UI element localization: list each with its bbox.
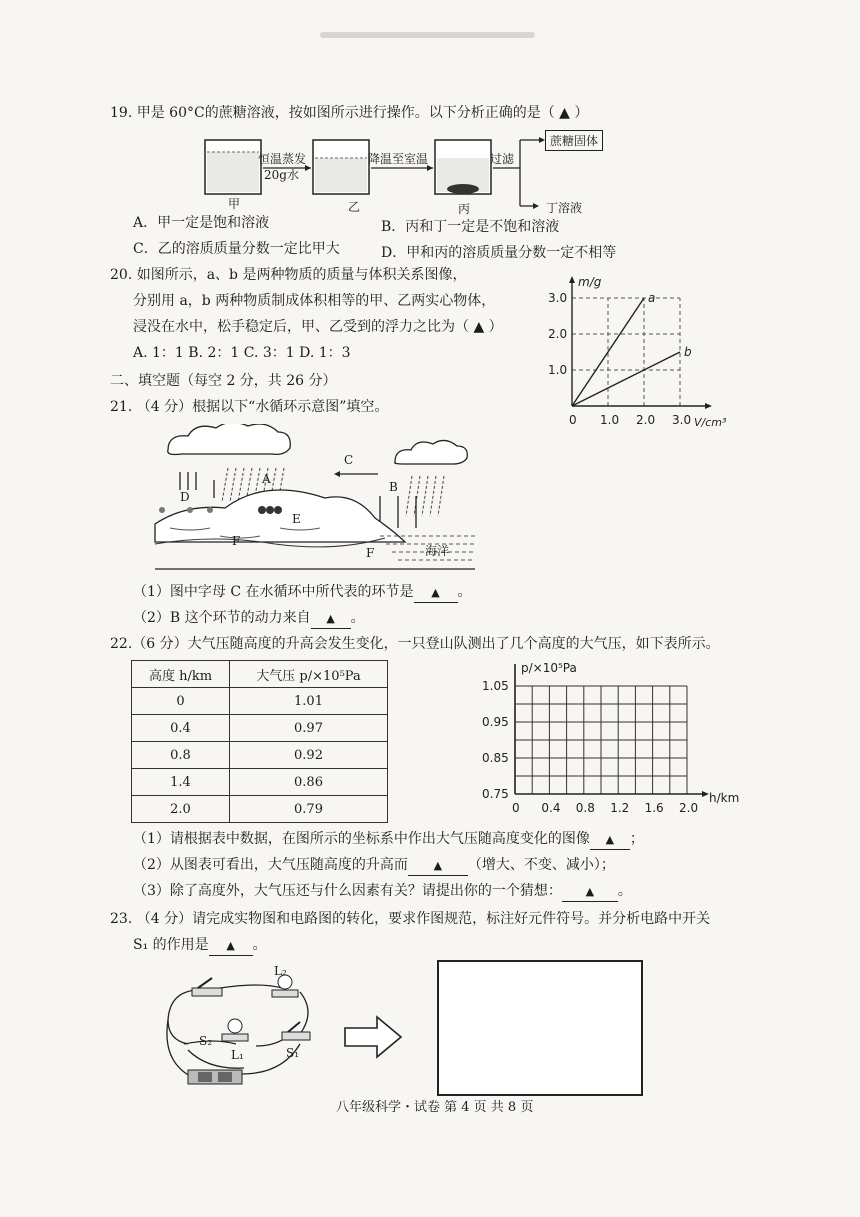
q19-stem: 19. 甲是 60°C的蔗糖溶液，按如图所示进行操作。以下分析正确的是（ ▲ ） [110,105,589,121]
y-tick-label: 1.0 [548,363,568,377]
table-cell: 1.4 [132,769,230,796]
q21-sub2 [133,609,365,629]
q19-step1-label: 恒温蒸发 [258,152,307,166]
series-label-a: a [648,291,656,305]
grid-y-tick-label: 0.75 [482,787,509,801]
q23-stem-end: 。 [252,937,267,953]
q22-sub3-blank [562,882,618,902]
y-axis-arrow [569,276,575,283]
q19-beaker1-label: 甲 [228,197,241,211]
q21-ocean-label: 海洋 [425,544,450,558]
q19-step1b-label: 20g水 [264,168,299,182]
table-cell: 0.4 [132,715,230,742]
page-footer: 八年级科学・试卷 第 4 页 共 8 页 [336,1100,534,1115]
q23-blank-mark: ▲ [226,939,235,952]
q22-sub1-blank [590,830,630,850]
q22-sub3-end: 。 [617,883,632,899]
x-axis-arrow [705,403,712,409]
q23-label-l1: L₁ [231,1048,244,1062]
q21-label-e: E [292,512,301,526]
grid-y-axis-label: p/×10⁵Pa [521,661,577,675]
q23-label-s1: S₁ [286,1046,300,1060]
q23-answer-box[interactable] [437,960,643,1096]
q22-sub1-blank-mark: ▲ [605,833,615,846]
table-cell: 0 [132,688,230,715]
q21-sub1-blank [414,583,458,603]
q20-stem-line2: 分别用 a，b 两种物质制成体积相等的甲、乙两实心物体， [133,293,496,309]
table-cell: 0.86 [230,769,388,796]
q19-option-a: A．甲一定是饱和溶液 [133,215,270,231]
series-label-b: b [684,345,692,359]
grid-x-tick-label: 2.0 [679,801,699,815]
x-tick-label: 2.0 [636,413,656,427]
q21-stem: 21. （4 分）根据以下“水循环示意图”填空。 [110,399,389,415]
q21-sub1-blank-mark: ▲ [431,586,440,599]
table-header-height: 高度 h/km [132,661,230,688]
grid-y-tick-label: 1.05 [482,679,509,693]
q22-sub3-text: （3）除了高度外，大气压还与什么因素有关？请提出你的一个猜想： [133,883,562,899]
q22-sub2-tail: （增大、不变、减小）； [467,857,615,873]
q21-label-b: B [389,480,398,494]
y-axis-label: m/g [578,275,602,289]
q22-empty-grid [470,654,750,824]
q21-label-f1: F [232,534,241,548]
q22-sub2-text: （2）从图表可看出，大气压随高度的升高而 [133,857,408,873]
q19-option-b: B．丙和丁一定是不饱和溶液 [381,219,560,235]
grid-x-tick-label: 0.8 [575,801,595,815]
q23-blank [209,936,253,956]
q23-stem-line2 [133,936,267,956]
table-row [132,688,388,715]
q22-sub1 [133,830,644,850]
x-tick-label: 3.0 [672,413,692,427]
grid-x-tick-label: 0 [512,801,520,815]
q23-stem-line1: 23. （4 分）请完成实物图和电路图的转化，要求作图规范，标注好元件符号。并分析电路中开关 [110,911,711,927]
table-cell: 0.8 [132,742,230,769]
q21-sub2-text: （2）B 这个环节的动力来自 [133,610,311,626]
q19-beaker3-label: 丙 [458,202,471,216]
q19-beaker2-label: 乙 [348,200,361,214]
table-cell: 0.92 [230,742,388,769]
table-row [132,769,388,796]
table-row [132,796,388,823]
table-header-pressure: 大气压 p/×10⁵Pa [230,661,388,688]
x-tick-label: 0 [569,413,577,427]
grid-y-tick-label: 0.95 [482,715,509,729]
q21-sub2-end: 。 [350,610,365,626]
q22-stem: 22.（6 分）大气压随高度的升高会发生变化，一只登山队测出了几个高度的大气压，如下表所示。 [110,636,720,652]
x-tick-label: 1.0 [600,413,620,427]
grid-x-tick-label: 1.2 [610,801,630,815]
q19-step2-label: 降温至室温 [368,152,429,166]
q21-sub1-end: 。 [457,584,472,600]
q23-physical-circuit [160,966,330,1096]
q21-label-d: D [180,490,190,504]
table-row [132,715,388,742]
table-cell: 1.01 [230,688,388,715]
q20-mass-volume-chart [540,272,740,442]
q21-label-f2: F [366,546,375,560]
series-line-b [572,352,680,406]
grid-x-axis-arrow [702,791,709,797]
q23-stem-line2-text: S₁ 的作用是 [133,937,209,953]
x-axis-label: V/cm³ [694,416,727,429]
q23-conversion-arrow [343,1014,405,1060]
q21-sub2-blank-mark: ▲ [326,612,335,625]
grid-y-tick-label: 0.85 [482,751,509,765]
q23-label-s2: S₂ [199,1034,213,1048]
q22-sub1-text: （1）请根据表中数据，在图所示的坐标系中作出大气压随高度变化的图像 [133,831,590,847]
q21-sub1-text: （1）图中字母 C 在水循环中所代表的环节是 [133,584,414,600]
q23-label-l2: L₂ [274,964,287,978]
table-cell: 2.0 [132,796,230,823]
q19-option-d: D．甲和丙的溶质质量分数一定不相等 [381,245,617,261]
q19-solid-box: 蔗糖固体 [545,130,603,151]
q21-label-a: A [262,472,271,486]
grid-x-tick-label: 0.4 [541,801,561,815]
table-row [132,742,388,769]
q20-options: A. 1：1 B. 2：1 C. 3：1 D. 1：3 [133,345,351,361]
header-smudge [320,32,535,38]
q22-sub2-blank-mark: ▲ [433,859,443,872]
grid-x-tick-label: 1.6 [644,801,664,815]
table-row [132,661,388,688]
q20-stem-line3: 浸没在水中，松手稳定后，甲、乙受到的浮力之比为（ ▲ ） [133,319,503,335]
q22-sub2 [133,856,615,876]
q19-option-c: C．乙的溶质质量分数一定比甲大 [133,241,340,257]
y-tick-label: 3.0 [548,291,568,305]
q21-sub1 [133,583,472,603]
q22-pressure-table [131,660,388,823]
q19-step3-label: 过滤 [490,152,515,166]
q21-label-c: C [344,453,354,467]
section2-title: 二、填空题（每空 2 分，共 26 分） [110,373,337,389]
y-tick-label: 2.0 [548,327,568,341]
q20-stem-line1: 20. 如图所示，a、b 是两种物质的质量与体积关系图像， [110,267,467,283]
q22-sub2-blank [408,856,468,876]
q22-sub3 [133,882,632,902]
table-cell: 0.79 [230,796,388,823]
q19-filtrate-label: 丁溶液 [546,201,583,215]
q22-sub1-end: ； [629,831,644,847]
table-cell: 0.97 [230,715,388,742]
grid-x-axis-label: h/km [709,791,740,805]
q21-sub2-blank [311,609,351,629]
q22-sub3-blank-mark: ▲ [585,885,595,898]
